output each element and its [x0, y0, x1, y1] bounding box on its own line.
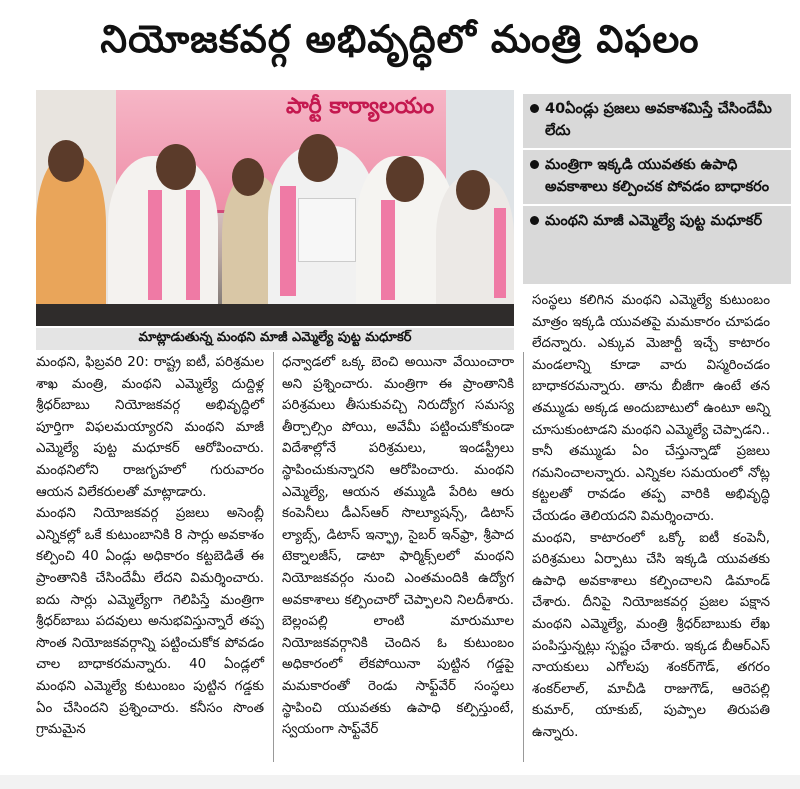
column-divider: [523, 352, 524, 762]
article-paragraph: మంథని, కాటారంలో ఒక్కో ఐటీ కంపెనీ, పరిశ్రమలు ఏర్పాటు చేసి ఇక్కడి యువతకు ఉపాధి అవకాశాలు కల్పించాలని డిమాండ్ చేశారు. దీనిపై నియోజకవర్గ ప్రజల పక్షాన మంథని ఎమ్మెల్యే, మంత్రి శ్రీధర్‌బాబుకు లేఖ పంపిస్తున్నట్లు స్పష్టం చేశారు. ఇక్కడ బీఆర్ఎస్ నాయకులు ఎగోలపు శంకర్‌గౌడ్, తగరం శంకర్‌లాల్, మాచీడి రాజుగౌడ్, ఆరెపల్లి కుమార్, యాకుబ్, పుప్పాల తిరుపతి ఉన్నారు.: [532, 530, 770, 740]
highlight-text: మంథని మాజీ ఎమ్మెల్యే పుట్ట మధూకర్: [545, 213, 763, 229]
article-paragraph: మంథని, ఫిబ్రవరి 20: రాష్ట్ర ఐటీ, పరిశ్రమల శాఖ మంత్రి, మంథని ఎమ్మెల్యే దుద్దిళ్ల శ్రీధర్‌బాబు నియోజకవర్గ అభివృద్ధిలో పూర్తిగా విఫలమయ్యారని మంథని మాజీ ఎమ్మెల్యే పుట్ట మధూకర్ ఆరోపించారు. మంథనిలోని రాజగృహలో గురువారం ఆయన విలేకరులతో మాట్లాడారు.: [36, 355, 264, 500]
bullet-icon: [530, 104, 539, 113]
highlight-text: 40ఏండ్లు ప్రజలు అవకాశమిస్తే చేసిందేమీ లేదు: [545, 101, 772, 139]
person-5-scarf: [381, 200, 395, 300]
news-photo: [36, 90, 514, 326]
person-6-scarf: [494, 208, 506, 298]
person-5-head: [386, 156, 424, 202]
highlight-text: మంత్రిగా ఇక్కడి యువతకు ఉపాధి అవకాశాలు కల్పించక పోవడం బాధాకరం: [545, 157, 770, 195]
column-divider: [273, 352, 274, 762]
photo-table: [36, 304, 514, 326]
person-4-head: [298, 134, 338, 182]
person-2-scarf-2: [186, 190, 200, 300]
article-paragraph: మంథని నియోజకవర్గ ప్రజలు అసెంబ్లీ ఎన్నికల్లో ఒకే కుటుంబానికి 8 సార్లు అవకాశం కల్పించి 40 ఏండ్లు అధికారం కట్టబెడితే ఈ ప్రాంతానికి చేసిందేమీ లేదని విమర్శించారు. ఐదు సార్లు ఎమ్మెల్యేగా గెలిపిస్తే మంత్రిగా శ్రీధర్‌బాబు పదవులు అనుభవిస్తున్నారే తప్ప సొంత నియోజకవర్గాన్ని పట్టించుకోక పోవడం చాల బాధాకరమన్నారు. 40 ఏండ్లలో మంథని ఎమ్మెల్యే కుటుంబం పుట్టిన గడ్డకు ఏం చేసిందని ప్రశ్నించారు. కనీసం సొంత గ్రామమైన: [36, 506, 264, 738]
highlight-item: [523, 206, 791, 238]
page-bottom-strip: [0, 775, 800, 789]
bullet-icon: [530, 160, 539, 169]
article-column-3: [532, 290, 770, 743]
person-6-head: [456, 170, 490, 210]
headline: నియోజకవర్గ అభివృద్ధిలో మంత్రి విఫలం: [100, 17, 700, 61]
person-1: [36, 156, 106, 326]
photo-caption: మాట్లాడుతున్న మంథని మాజీ ఎమ్మెల్యే పుట్ట మధూకర్: [36, 328, 514, 350]
highlight-item: [523, 150, 791, 206]
article-paragraph: ధన్వాడలో ఒక్క బెంచి అయినా వేయించారా అని ప్రశ్నించారు. మంత్రిగా ఈ ప్రాంతానికి పరిశ్రమలు తీసుకువచ్చి నిరుద్యోగ సమస్య తీర్చాల్సిం పోయి, అవేమీ పట్టించుకోకుండా విదేశాల్లోనే పరిశ్రమలు, ఇండస్ట్రీలు స్థాపించుకున్నారని ఆరోపించారు. మంథని ఎమ్మెల్యే, ఆయన తమ్ముడి పేరిట ఆరు కంపెనీలు డీఎస్ఆర్ సొల్యూషన్స్, డిటాస్ ల్యాబ్స్, డిటాస్ ఇన్ఫ్రా, సైబర్ ఇన్‌ఫ్రా, శ్రీపాద టెక్నాలజీస్, డాటా ఫార్మిక్స్‌లలో మంథని నియోజకవర్గం నుంచి ఎంతమందికి ఉద్యోగ అవకాశాలు కల్పించారో చెప్పాలని నిలదీశారు. బెల్లంపల్లి లాంటి మారుమూల నియోజకవర్గానికి చెందిన ఓ కుటుంబం అధికారంలో లేకపోయినా పుట్టిన గడ్డపై మమకారంతో రెండు సాఫ్ట్‌వేర్ సంస్థలు స్థాపించి యువతకు ఉపాధి కల్పిస్తుంటే, స్వయంగా సాఫ్ట్‌వేర్: [282, 355, 514, 738]
article-column-2: [282, 352, 514, 741]
person-2-head: [156, 144, 196, 190]
person-3-head: [232, 158, 264, 196]
highlights-box: [523, 94, 791, 284]
article-column-1: [36, 352, 264, 741]
article-paragraph: సంస్థలు కలిగిన మంథని ఎమ్మెల్యే కుటుంబం మాత్రం ఇక్కడి యువతపై మమకారం చూపడం లేదన్నారు. ఎక్కువ మెజార్టీ ఇచ్చే కాటారం మండలాన్ని కూడా వారు విస్మరించడం బాధాకరమన్నారు. తాను బీజీగా ఉంటే తన తమ్ముడు అక్కడ అందుబాటులో ఉంటూ అన్ని చూసుకుంటాడని మంథని ఎమ్మెల్యే చెప్పాడని.. కానీ తమ్ముడు ఏం చేస్తున్నాడో ప్రజలు గమనించాలన్నారు. ఎన్నికల సమయంలో నోట్ల కట్టలతో రావడం తప్ప వారికి అభివృద్ధి చేయడం తెలియదని విమర్శించారు.: [532, 293, 770, 524]
bullet-icon: [530, 216, 539, 225]
highlight-item: [523, 94, 791, 150]
person-1-head: [48, 140, 84, 182]
person-2-scarf: [148, 190, 162, 300]
banner-text: పార్టీ కార్యాలయం: [286, 94, 435, 119]
person-4-scarf: [280, 186, 296, 296]
held-letter: [298, 198, 356, 262]
